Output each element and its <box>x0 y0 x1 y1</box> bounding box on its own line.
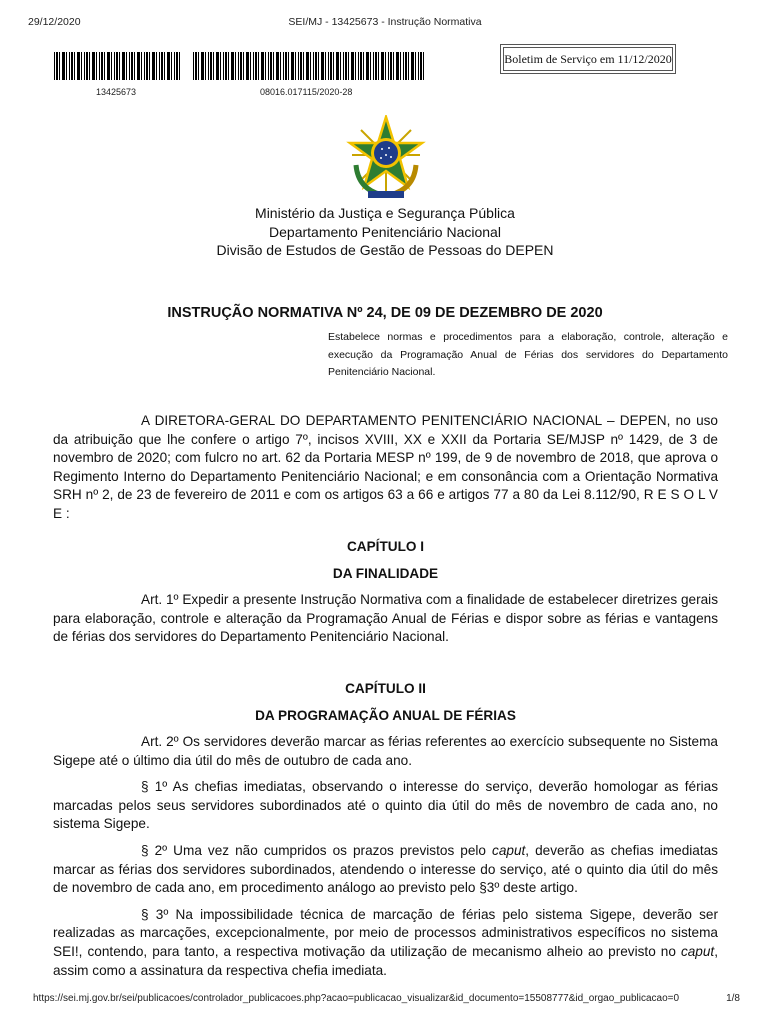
paragraph-3: § 3º Na impossibilidade técnica de marcação de férias pelo sistema Sigepe, deverão ser realizadas as marcações, excepcionalmente, por meio de processos administrativos específicos no sistema SEI!, contendo, para tanto, a respectiva motivação da utilização de mecanismo alheio ao previsto no caput, assim como a assinatura da respectiva chefia imediata. <box>53 906 718 978</box>
document-title: INSTRUÇÃO NORMATIVA Nº 24, DE 09 DE DEZEMBRO DE 2020 <box>167 305 603 321</box>
process-barcode <box>193 52 426 80</box>
chapter-1-name: DA FINALIDADE <box>332 566 439 581</box>
document-barcode <box>54 52 180 80</box>
document-number: 13425673 <box>96 87 137 97</box>
article-1: Art. 1º Expedir a presente Instrução Normativa com a finalidade de estabelecer diretrizes gerais para elaboração, controle e alteração da Programação Anual de Férias e dispor sobre as férias e vantagens de férias dos servidores do Departamento Penitenciário Nacional. <box>53 592 718 645</box>
organization-header <box>0 204 770 260</box>
article-2: Art. 2º Os servidores deverão marcar as férias referentes ao exercício subsequente no Sistema Sigepe até o último dia útil do mês de outubro de cada ano. <box>53 734 718 768</box>
division-name: Divisão de Estudos de Gestão de Pessoas do DEPEN <box>216 242 554 258</box>
brazil-coat-of-arms-icon <box>346 115 426 201</box>
preamble: A DIRETORA-GERAL DO DEPARTAMENTO PENITENCIÁRIO NACIONAL – DEPEN, no uso da atribuição que lhe confere o artigo 7º, incisos XVIII, XX e XXII da Portaria SE/MJSP nº 1429, de 3 de novembro de 2020; com fulcro no art. 62 da Portaria MESP nº 199, de 9 de novembro de 2018, que aprova o Regimento Interno do Departamento Penitenciário Nacional; e em consonância com a Orientação Normativa SRH nº 2, de 23 de fevereiro de 2011 e com os artigos 63 a 66 e artigos 77 a 80 da Lei 8.112/90, R E S O L V E : <box>53 413 718 521</box>
chapter-1-number: CAPÍTULO I <box>346 539 425 554</box>
process-number: 08016.017115/2020-28 <box>260 87 353 97</box>
print-title: SEI/MJ - 13425673 - Instrução Normativa <box>288 16 482 28</box>
print-date: 29/12/2020 <box>28 16 81 28</box>
ministry-name: Ministério da Justiça e Segurança Pública <box>255 205 515 221</box>
document-ementa: Estabelece normas e procedimentos para a elaboração, controle, alteração e execução da Programação Anual de Férias dos servidores do Departamento Penitenciário Nacional. <box>328 331 728 378</box>
page-url: https://sei.mj.gov.br/sei/publicacoes/controlador_publicacoes.php?acao=publicacao_visualizar&id_documento=15508777&id_orgao_publicacao=0 <box>33 993 680 1004</box>
chapter-2-name: DA PROGRAMAÇÃO ANUAL DE FÉRIAS <box>255 708 516 723</box>
department-name: Departamento Penitenciário Nacional <box>269 223 501 240</box>
article-2-block <box>53 733 718 988</box>
print-header <box>28 16 742 32</box>
article-1-block <box>53 591 718 655</box>
page-number: 1/8 <box>726 993 740 1004</box>
boletim-box: Boletim de Serviço em 11/12/2020 <box>503 47 673 71</box>
preamble-block <box>53 412 718 532</box>
chapter-2-number: CAPÍTULO II <box>345 681 426 696</box>
paragraph-1: § 1º As chefias imediatas, observando o interesse do serviço, deverão homologar as férias marcadas pelos seus servidores subordinados até o quinto dia útil do mês de novembro de cada ano, no sistema Sigepe. <box>53 779 718 832</box>
print-footer <box>33 993 740 1007</box>
paragraph-2: § 2º Uma vez não cumpridos os prazos previstos pelo caput, deverão as chefias imediatas marcar as férias dos servidores subordinados, atendendo o interesse do serviço, até o quinto dia útil do mês de novembro de cada ano, em procedimento análogo ao previsto pelo §3º deste artigo. <box>53 842 718 896</box>
